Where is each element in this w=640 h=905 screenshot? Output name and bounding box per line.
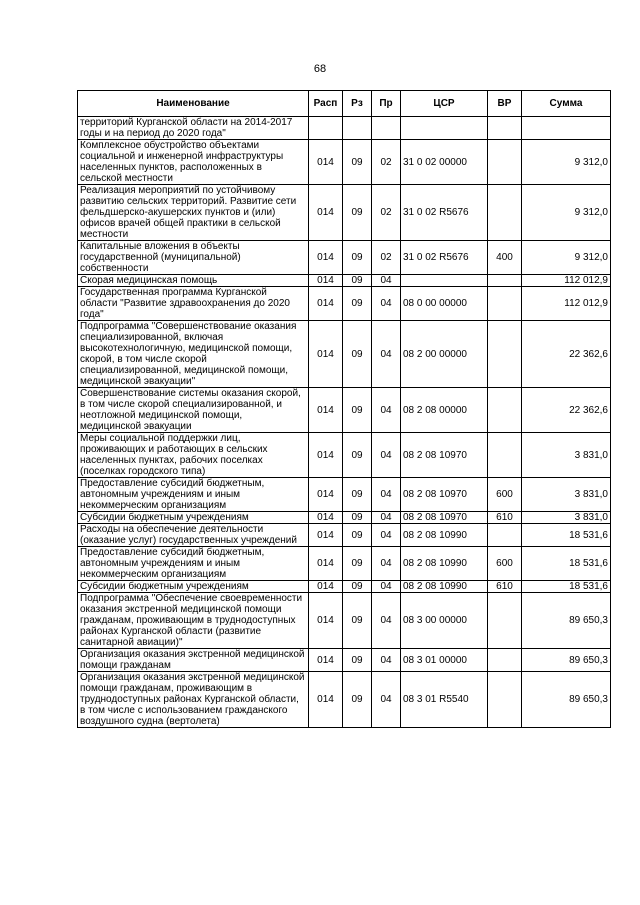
table-row [78, 581, 611, 593]
cell-sum: 9 312,0 [522, 241, 611, 275]
table-row [78, 287, 611, 321]
page-number: 68 [313, 63, 327, 75]
cell-rasp: 014 [309, 649, 343, 672]
cell-vr [488, 433, 522, 478]
table-row [78, 547, 611, 581]
cell-rz: 09 [343, 185, 372, 241]
header-pr: Пр [372, 91, 401, 117]
cell-rz: 09 [343, 275, 372, 287]
table-row [78, 672, 611, 728]
table-row [78, 321, 611, 388]
cell-rz: 09 [343, 593, 372, 649]
cell-rasp: 014 [309, 140, 343, 185]
cell-name: Совершенствование системы оказания скорой, в том числе скорой специализированной, и неотложной медицинской помощи, медицинской эвакуации [78, 388, 309, 433]
cell-csr: 31 0 02 R5676 [401, 241, 488, 275]
cell-rz: 09 [343, 140, 372, 185]
cell-pr: 02 [372, 140, 401, 185]
cell-sum: 9 312,0 [522, 140, 611, 185]
cell-csr [401, 275, 488, 287]
cell-rz: 09 [343, 672, 372, 728]
cell-name: Расходы на обеспечение деятельности (оказание услуг) государственных учреждений [78, 524, 309, 547]
cell-vr: 600 [488, 547, 522, 581]
cell-pr: 04 [372, 275, 401, 287]
cell-rz [343, 117, 372, 140]
cell-pr [372, 117, 401, 140]
cell-pr: 02 [372, 185, 401, 241]
cell-csr: 08 3 00 00000 [401, 593, 488, 649]
cell-sum: 18 531,6 [522, 524, 611, 547]
cell-sum: 18 531,6 [522, 581, 611, 593]
cell-rz: 09 [343, 581, 372, 593]
budget-table [77, 90, 611, 728]
cell-rasp: 014 [309, 388, 343, 433]
cell-name: Предоставление субсидий бюджетным, автономным учреждениям и иным некоммерческим организациям [78, 478, 309, 512]
cell-rasp: 014 [309, 524, 343, 547]
cell-pr: 04 [372, 433, 401, 478]
cell-rasp: 014 [309, 547, 343, 581]
cell-sum: 3 831,0 [522, 433, 611, 478]
table-row [78, 140, 611, 185]
cell-csr: 08 3 01 R5540 [401, 672, 488, 728]
table-row [78, 185, 611, 241]
cell-rz: 09 [343, 649, 372, 672]
cell-rasp: 014 [309, 241, 343, 275]
cell-pr: 04 [372, 287, 401, 321]
cell-name: Предоставление субсидий бюджетным, автономным учреждениям и иным некоммерческим организациям [78, 547, 309, 581]
cell-pr: 04 [372, 512, 401, 524]
cell-csr: 08 2 08 10990 [401, 547, 488, 581]
table-row [78, 241, 611, 275]
cell-csr: 08 2 08 10990 [401, 524, 488, 547]
cell-vr [488, 388, 522, 433]
cell-pr: 04 [372, 581, 401, 593]
cell-csr: 08 0 00 00000 [401, 287, 488, 321]
table-row [78, 649, 611, 672]
cell-sum: 22 362,6 [522, 321, 611, 388]
cell-sum: 112 012,9 [522, 287, 611, 321]
header-sum: Сумма [522, 91, 611, 117]
cell-name: Государственная программа Курганской области "Развитие здравоохранения до 2020 года" [78, 287, 309, 321]
cell-name: Субсидии бюджетным учреждениям [78, 512, 309, 524]
cell-name: территорий Курганской области на 2014-2017 годы и на период до 2020 года" [78, 117, 309, 140]
cell-vr: 400 [488, 241, 522, 275]
header-name: Наименование [78, 91, 309, 117]
cell-rasp: 014 [309, 433, 343, 478]
cell-name: Подпрограмма "Совершенствование оказания специализированной, включая высокотехнологичную, медицинской помощи, скорой, в том числе скорой специализированной, медицинской помощи, медицинской эвакуации" [78, 321, 309, 388]
table-row [78, 593, 611, 649]
cell-rz: 09 [343, 512, 372, 524]
cell-rz: 09 [343, 321, 372, 388]
cell-name: Организация оказания экстренной медицинской помощи гражданам [78, 649, 309, 672]
cell-rz: 09 [343, 388, 372, 433]
cell-sum: 9 312,0 [522, 185, 611, 241]
cell-pr: 04 [372, 649, 401, 672]
cell-csr: 08 2 08 10990 [401, 581, 488, 593]
cell-csr: 08 2 00 00000 [401, 321, 488, 388]
cell-csr: 08 2 08 10970 [401, 478, 488, 512]
cell-rasp: 014 [309, 672, 343, 728]
cell-rz: 09 [343, 478, 372, 512]
cell-vr [488, 321, 522, 388]
cell-name: Комплексное обустройство объектами социальной и инженерной инфраструктуры населенных пунктов, расположенных в сельской местности [78, 140, 309, 185]
cell-pr: 02 [372, 241, 401, 275]
table-row [78, 512, 611, 524]
cell-sum: 18 531,6 [522, 547, 611, 581]
cell-rasp: 014 [309, 512, 343, 524]
cell-sum: 89 650,3 [522, 672, 611, 728]
cell-rz: 09 [343, 287, 372, 321]
cell-rz: 09 [343, 241, 372, 275]
table-body [78, 117, 611, 728]
cell-name: Организация оказания экстренной медицинской помощи гражданам, проживающим в труднодоступных районах Курганской области, в том числе с использованием гражданского воздушного судна (вертолета) [78, 672, 309, 728]
cell-sum: 3 831,0 [522, 478, 611, 512]
cell-rasp: 014 [309, 321, 343, 388]
header-rasp: Расп [309, 91, 343, 117]
cell-csr: 31 0 02 R5676 [401, 185, 488, 241]
cell-pr: 04 [372, 388, 401, 433]
table-row [78, 275, 611, 287]
cell-vr [488, 672, 522, 728]
header-csr: ЦСР [401, 91, 488, 117]
cell-rasp: 014 [309, 593, 343, 649]
cell-name: Подпрограмма "Обеспечение своевременности оказания экстренной медицинской помощи гражданам, проживающим в труднодоступных районах Курганской области (развитие санитарной авиации)" [78, 593, 309, 649]
cell-sum: 112 012,9 [522, 275, 611, 287]
cell-pr: 04 [372, 593, 401, 649]
table-row [78, 117, 611, 140]
cell-vr: 610 [488, 581, 522, 593]
cell-csr: 31 0 02 00000 [401, 140, 488, 185]
cell-csr: 08 2 08 00000 [401, 388, 488, 433]
cell-vr [488, 185, 522, 241]
cell-pr: 04 [372, 672, 401, 728]
header-row [78, 91, 611, 117]
cell-vr: 600 [488, 478, 522, 512]
cell-name: Капитальные вложения в объекты государственной (муниципальной) собственности [78, 241, 309, 275]
cell-sum: 3 831,0 [522, 512, 611, 524]
cell-vr [488, 287, 522, 321]
cell-name: Субсидии бюджетным учреждениям [78, 581, 309, 593]
cell-rasp: 014 [309, 478, 343, 512]
cell-vr [488, 275, 522, 287]
cell-pr: 04 [372, 321, 401, 388]
table-header [78, 91, 611, 117]
cell-rasp: 014 [309, 275, 343, 287]
cell-sum [522, 117, 611, 140]
table-row [78, 388, 611, 433]
cell-vr [488, 140, 522, 185]
cell-pr: 04 [372, 478, 401, 512]
cell-sum: 89 650,3 [522, 649, 611, 672]
cell-sum: 89 650,3 [522, 593, 611, 649]
cell-rasp: 014 [309, 581, 343, 593]
header-rz: Рз [343, 91, 372, 117]
cell-vr [488, 649, 522, 672]
cell-rasp: 014 [309, 185, 343, 241]
cell-name: Меры социальной поддержки лиц, проживающих и работающих в сельских населенных пунктах, рабочих поселках (поселках городского типа) [78, 433, 309, 478]
cell-pr: 04 [372, 524, 401, 547]
cell-rz: 09 [343, 433, 372, 478]
cell-rz: 09 [343, 547, 372, 581]
cell-sum: 22 362,6 [522, 388, 611, 433]
cell-rasp: 014 [309, 287, 343, 321]
cell-csr: 08 2 08 10970 [401, 433, 488, 478]
cell-csr [401, 117, 488, 140]
header-vr: ВР [488, 91, 522, 117]
cell-rasp [309, 117, 343, 140]
cell-vr: 610 [488, 512, 522, 524]
cell-vr [488, 593, 522, 649]
cell-name: Реализация мероприятий по устойчивому развитию сельских территорий. Развитие сети фельдшерско-акушерских пунктов и (или) офисов врачей общей практики в сельской местности [78, 185, 309, 241]
cell-vr [488, 117, 522, 140]
cell-csr: 08 2 08 10970 [401, 512, 488, 524]
cell-vr [488, 524, 522, 547]
cell-csr: 08 3 01 00000 [401, 649, 488, 672]
cell-pr: 04 [372, 547, 401, 581]
table-row [78, 433, 611, 478]
table-row [78, 524, 611, 547]
cell-name: Скорая медицинская помощь [78, 275, 309, 287]
table-row [78, 478, 611, 512]
cell-rz: 09 [343, 524, 372, 547]
